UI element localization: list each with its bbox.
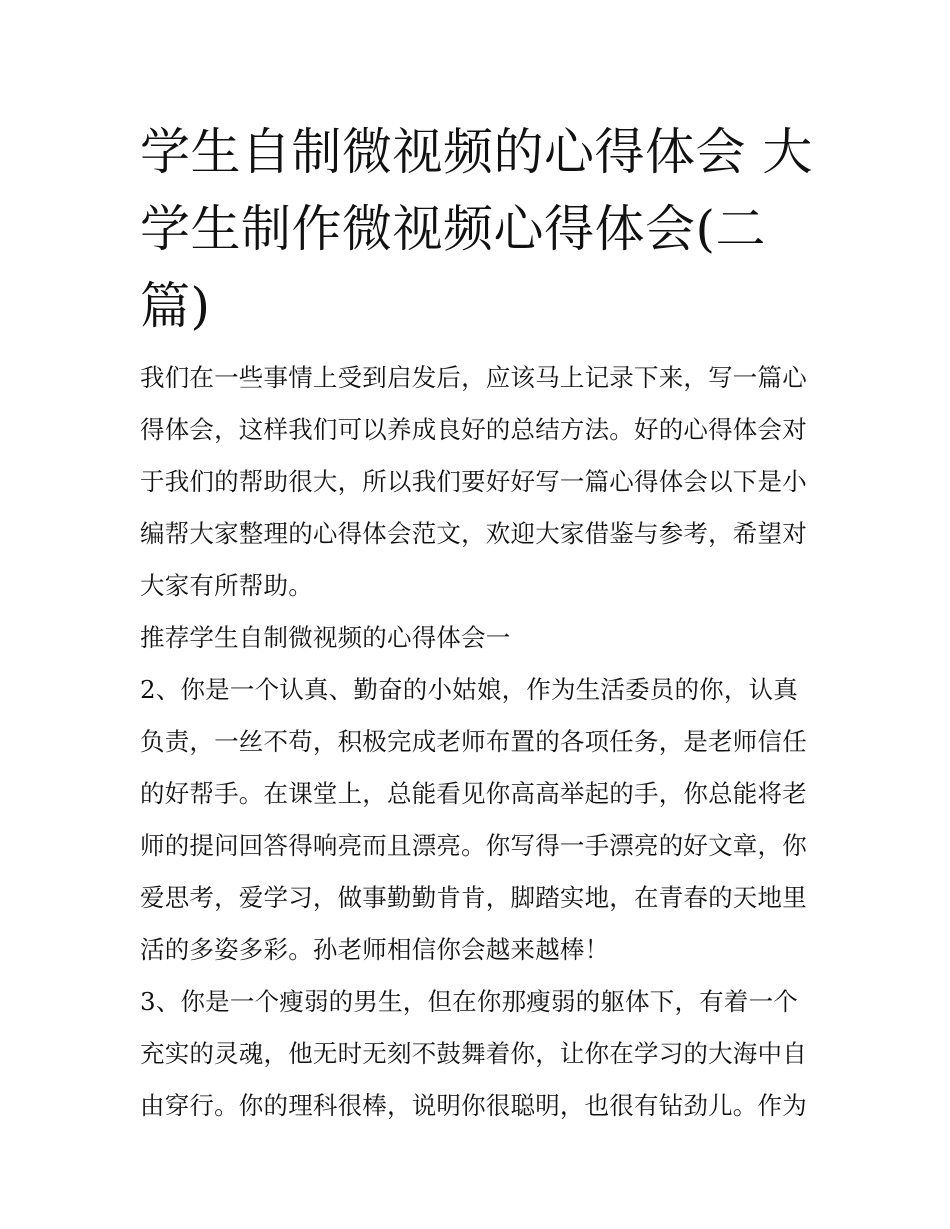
paragraph-item-3: 3、你是一个瘦弱的男生，但在你那瘦弱的躯体下，有着一个充实的灵魂，他无时无刻不鼓舞着你，让你在学习的大海中自由穿行。你的理科很棒，说明你很聪明，也很有钻劲儿。作为 <box>140 987 807 1120</box>
page-title: 学生自制微视频的心得体会 大学生制作微视频心得体会(二篇) <box>140 123 813 335</box>
intro-paragraph: 我们在一些事情上受到启发后，应该马上记录下来，写一篇心得体会，这样我们可以养成良好的总结方法。好的心得体会对于我们的帮助很大，所以我们要好好写一篇心得体会以下是小编帮大家整理的心得体会范文，欢迎大家借鉴与参考，希望对大家有所帮助。 <box>140 363 807 600</box>
document-body <box>140 352 816 1132</box>
section-heading: 推荐学生自制微视频的心得体会一 <box>140 623 511 652</box>
paragraph-item-2: 2、你是一个认真、勤奋的小姑娘，作为生活委员的你，认真负责，一丝不苟，积极完成老师布置的各项任务，是老师信任的好帮手。在课堂上，总能看见你高高举起的手，你总能将老师的提问回答得响亮而且漂亮。你写得一手漂亮的好文章，你爱思考，爱学习，做事勤勤肯肯，脚踏实地，在青春的天地里活的多姿多彩。孙老师相信你会越来越棒！ <box>140 675 807 964</box>
